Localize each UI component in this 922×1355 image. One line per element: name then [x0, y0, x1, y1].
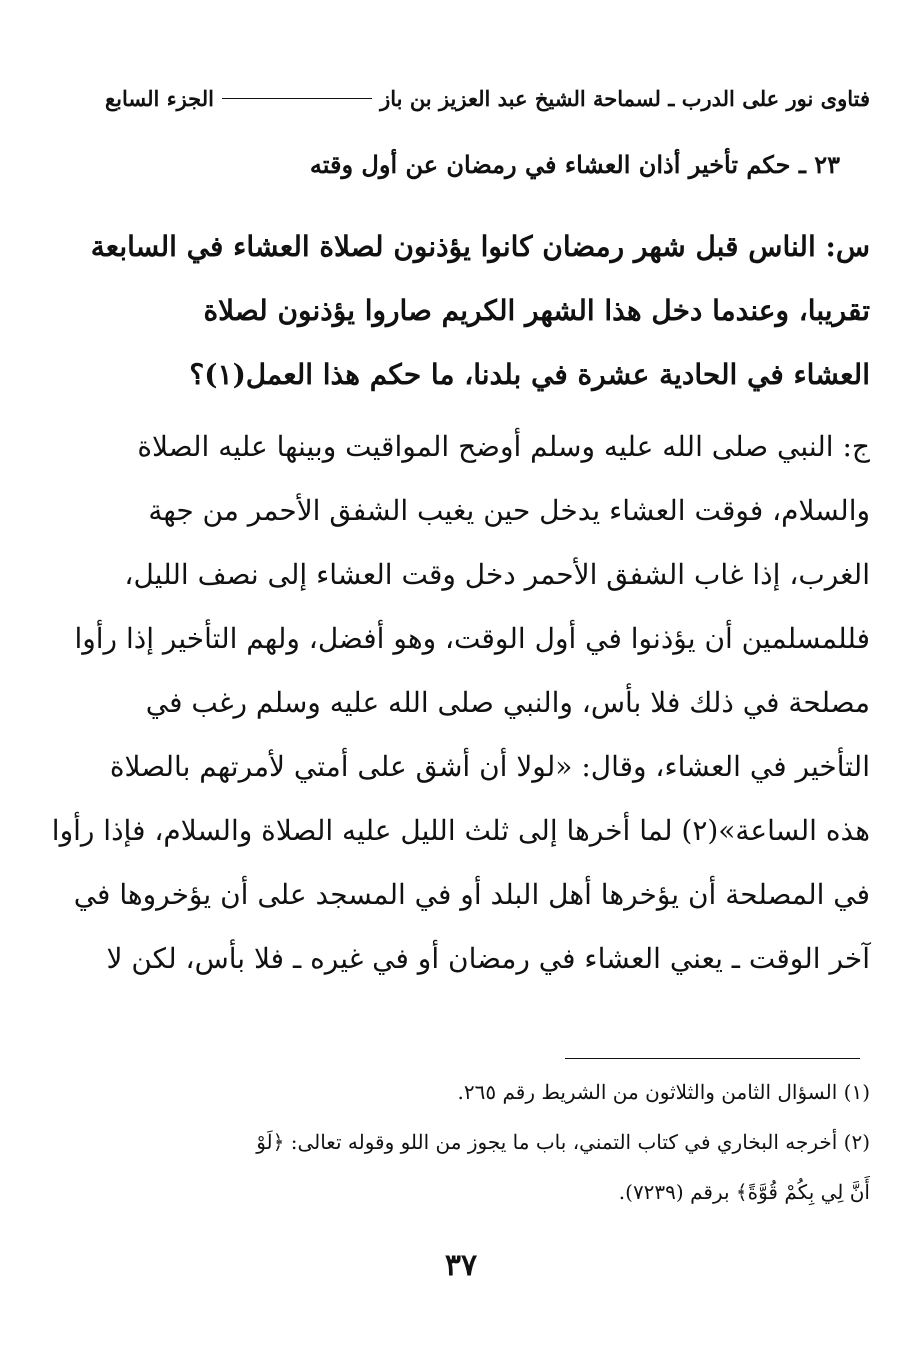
- question-line: تقريبا، وعندما دخل هذا الشهر الكريم صاروا يؤذنون لصلاة: [203, 294, 870, 327]
- question-line: س: الناس قبل شهر رمضان كانوا يؤذنون لصلاة العشاء في السابعة: [90, 230, 870, 263]
- answer-line: مصلحة في ذلك فلا بأس، والنبي صلى الله عليه وسلم رغب في: [145, 686, 870, 719]
- answer-line: في المصلحة أن يؤخرها أهل البلد أو في المسجد على أن يؤخروها في: [73, 878, 870, 911]
- chapter-title: ٢٣ ـ حكم تأخير أذان العشاء في رمضان عن أول وقته: [309, 150, 840, 179]
- answer-line: هذه الساعة»(٢) لما أخرها إلى ثلث الليل عليه الصلاة والسلام، فإذا رأوا: [51, 814, 870, 847]
- header-rule: [222, 98, 372, 99]
- answer-line: الغرب، إذا غاب الشفق الأحمر دخل وقت العشاء إلى نصف الليل،: [124, 558, 870, 591]
- footnote-line: أَنَّ لِي بِكُمْ قُوَّةً﴾ برقم (٧٢٣٩).: [618, 1180, 870, 1204]
- answer-line: آخر الوقت ـ يعني العشاء في رمضان أو في غيره ـ فلا بأس، لكن لا: [106, 942, 870, 975]
- footnote-line: (٢) أخرجه البخاري في كتاب التمني، باب ما يجوز من اللو وقوله تعالى: ﴿لَوْ: [256, 1130, 870, 1154]
- running-header: [105, 86, 870, 111]
- book-title: فتاوى نور على الدرب ـ لسماحة الشيخ عبد العزيز بن باز: [380, 86, 870, 111]
- footnote-line: (١) السؤال الثامن والثلاثون من الشريط رقم ٢٦٥.: [457, 1080, 870, 1104]
- answer-line: فللمسلمين أن يؤذنوا في أول الوقت، وهو أفضل، ولهم التأخير إذا رأوا: [74, 622, 870, 655]
- footnote-separator: [565, 1058, 860, 1059]
- page-number: ٣٧: [444, 1248, 478, 1283]
- question-line: العشاء في الحادية عشرة في بلدنا، ما حكم هذا العمل(١)؟: [189, 358, 870, 391]
- answer-line: والسلام، فوقت العشاء يدخل حين يغيب الشفق الأحمر من جهة: [148, 494, 870, 527]
- answer-line: التأخير في العشاء، وقال: «لولا أن أشق على أمتي لأمرتهم بالصلاة: [109, 750, 870, 783]
- volume-label: الجزء السابع: [105, 86, 214, 111]
- answer-line: ج: النبي صلى الله عليه وسلم أوضح المواقيت وبينها عليه الصلاة: [137, 430, 870, 463]
